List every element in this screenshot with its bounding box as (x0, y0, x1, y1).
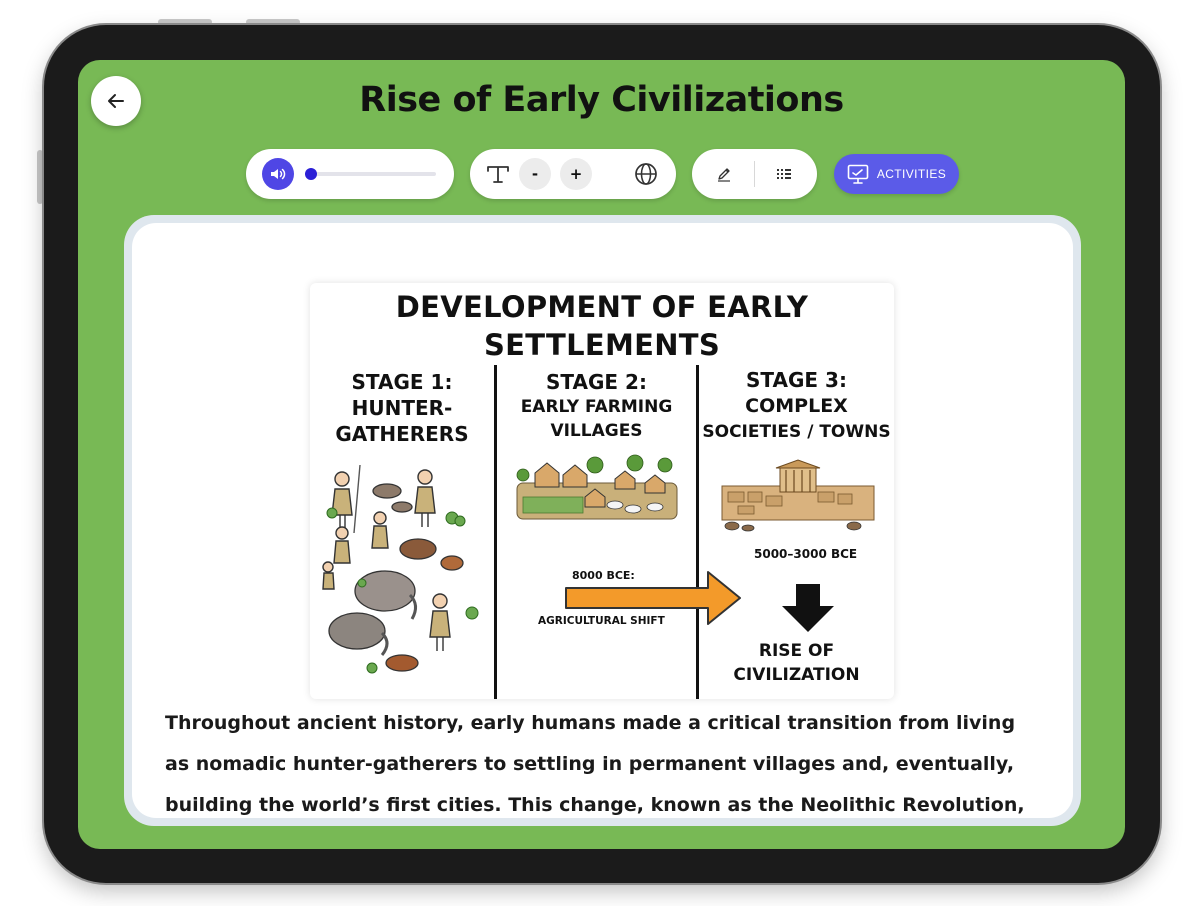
decrease-text-button[interactable]: - (519, 158, 551, 190)
globe-icon (634, 162, 658, 186)
increase-text-button[interactable]: + (560, 158, 592, 190)
font-size-button[interactable] (484, 162, 512, 186)
list-icon (776, 167, 792, 181)
stage-2-title (497, 369, 696, 443)
activities-label: ACTIVITIES (876, 167, 947, 181)
pen-icon (716, 166, 732, 182)
civilization-result-line1: RISE OF (758, 641, 835, 661)
activities-button[interactable] (834, 154, 959, 194)
tools-divider (754, 161, 755, 187)
annotation-tools (692, 149, 817, 199)
language-button[interactable] (632, 161, 660, 187)
speaker-icon (269, 165, 287, 183)
app-screen (78, 60, 1125, 849)
ancient-town-drawing (718, 458, 878, 533)
stage-3-title (699, 367, 894, 445)
stage-2-line1: STAGE 2: (546, 370, 647, 394)
stage-1-title (310, 369, 494, 447)
settlement-illustration (310, 283, 894, 699)
stage-3-line3: SOCIETIES / TOWNS (702, 422, 891, 442)
lesson-paragraph: Throughout ancient history, early humans made a critical transition from living as nomadic hunter-gatherers to settling in permanent villages and, eventually, building the world’s first cities. This change, known as the Neolithic Revolution, (165, 712, 1025, 816)
illustration-title-line2: SETTLEMENTS (483, 328, 721, 362)
civilization-result (699, 639, 894, 687)
illustration-title-line1: DEVELOPMENT OF EARLY (395, 290, 809, 324)
stage-3-date: 5000–3000 BCE (754, 547, 858, 561)
stage-3-line1: STAGE 3: (746, 368, 847, 392)
farming-village-drawing (515, 453, 681, 523)
content-card[interactable] (132, 223, 1073, 818)
civilization-result-line2: CIVILIZATION (733, 665, 860, 685)
stage-3-line2: COMPLEX (745, 395, 848, 417)
stage-2-caption: AGRICULTURAL SHIFT (538, 615, 665, 627)
outline-button[interactable] (772, 162, 796, 186)
highlight-button[interactable] (712, 162, 736, 186)
monitor-icon (847, 164, 869, 184)
hunter-gatherers-drawing (322, 463, 487, 688)
audio-player (246, 149, 454, 199)
audio-progress-track[interactable] (306, 172, 436, 176)
arrow-down-icon (781, 583, 835, 633)
stage-1-line3: GATHERERS (335, 422, 469, 446)
stage-1-line2: HUNTER- (351, 396, 453, 420)
page-title: Rise of Early Civilizations (359, 80, 844, 120)
content-card-frame (124, 215, 1081, 826)
stage-2-line3: VILLAGES (550, 421, 643, 441)
side-button (37, 150, 43, 204)
audio-progress-handle[interactable] (305, 168, 317, 180)
tablet-device (44, 25, 1160, 883)
text-size-icon (485, 163, 511, 185)
stage-2-line2: EARLY FARMING (520, 397, 673, 417)
stage-1-line1: STAGE 1: (351, 370, 453, 394)
stage-2-date: 8000 BCE: (572, 569, 635, 582)
text-controls (470, 149, 676, 199)
illustration-title (310, 288, 894, 364)
play-audio-button[interactable] (262, 158, 294, 190)
